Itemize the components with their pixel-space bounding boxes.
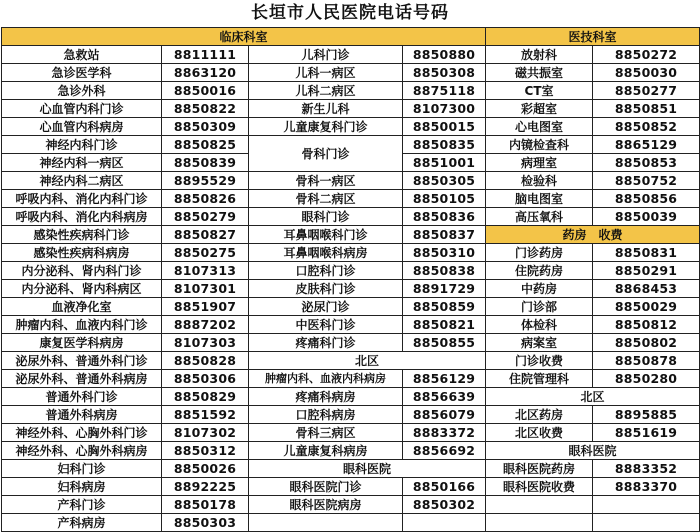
dept-name: 中医科门诊: [249, 316, 403, 334]
phone-number: 8850855: [403, 334, 486, 352]
dept-name: 心血管内科门诊: [2, 100, 162, 118]
phone-directory-table: [1, 27, 700, 532]
dept-name: 骨科二病区: [249, 190, 403, 208]
section-header-medtech: 医技科室: [486, 28, 700, 46]
dept-name: 呼吸内科、消化内科门诊: [2, 190, 162, 208]
dept-name: 内分泌科、肾内科病区: [2, 280, 162, 298]
dept-name: 急诊医学科: [2, 64, 162, 82]
phone-number: 8850852: [593, 118, 700, 136]
phone-number: 8883370: [593, 478, 700, 496]
dept-name: 口腔科门诊: [249, 262, 403, 280]
phone-number: 8850828: [162, 352, 249, 370]
dept-name: 疼痛科病房: [249, 388, 403, 406]
dept-name: 北区药房: [486, 406, 593, 424]
phone-number: 8850812: [593, 316, 700, 334]
table-row: [2, 442, 700, 460]
dept-name: 神经外科、心胸外科病房: [2, 442, 162, 460]
dept-name: 产科门诊: [2, 496, 162, 514]
phone-number: 8850831: [593, 244, 700, 262]
phone-number: 8850030: [593, 64, 700, 82]
dept-name: 感染性疾病科门诊: [2, 226, 162, 244]
dept-name: 神经内科二病区: [2, 172, 162, 190]
table-row: [2, 136, 700, 154]
dept-name: 骨科一病区: [249, 172, 403, 190]
section-header-eye-hospital: 眼科医院: [249, 460, 486, 478]
dept-name: 儿科二病区: [249, 82, 403, 100]
table-row: [2, 406, 700, 424]
dept-name: 门诊收费: [486, 352, 593, 370]
phone-number: 8891729: [403, 280, 486, 298]
dept-name: 泌尿外科、普通外科病房: [2, 370, 162, 388]
empty-cell: [486, 496, 593, 514]
dept-name: 口腔科病房: [249, 406, 403, 424]
phone-number: 8850026: [162, 460, 249, 478]
phone-number: 8865129: [593, 136, 700, 154]
table-row: [2, 460, 700, 478]
table-row: [2, 388, 700, 406]
dept-name: 耳鼻咽喉科病房: [249, 244, 403, 262]
table-row: [2, 424, 700, 442]
table-row: [2, 28, 700, 46]
table-row: [2, 46, 700, 64]
phone-number: 8868453: [593, 280, 700, 298]
phone-number: 8850275: [162, 244, 249, 262]
table-row: [2, 190, 700, 208]
phone-number: 8850853: [593, 154, 700, 172]
table-row: [2, 352, 700, 370]
table-row: [2, 226, 700, 244]
phone-number: 8107300: [403, 100, 486, 118]
dept-name: 儿科一病区: [249, 64, 403, 82]
dept-name: 疼痛科门诊: [249, 334, 403, 352]
phone-number: 8850310: [403, 244, 486, 262]
phone-number: 8850802: [593, 334, 700, 352]
dept-name: 心电图室: [486, 118, 593, 136]
phone-number: 8850838: [403, 262, 486, 280]
table-row: [2, 172, 700, 190]
dept-name: 骨科门诊: [249, 136, 403, 172]
table-row: [2, 82, 700, 100]
dept-name: 体检科: [486, 316, 593, 334]
phone-number: 8851619: [593, 424, 700, 442]
dept-name: 眼科医院病房: [249, 496, 403, 514]
dept-name: 门诊药房: [486, 244, 593, 262]
dept-name: 磁共振室: [486, 64, 593, 82]
dept-name: 泌尿门诊: [249, 298, 403, 316]
dept-name: 神经内科一病区: [2, 154, 162, 172]
dept-name: 肿瘤内科、血液内科病房: [249, 370, 403, 388]
phone-number: 8850821: [403, 316, 486, 334]
dept-name: 彩超室: [486, 100, 593, 118]
phone-number: 8850039: [593, 208, 700, 226]
phone-number: 8875118: [403, 82, 486, 100]
dept-name: 北区收费: [486, 424, 593, 442]
dept-name: 妇科病房: [2, 478, 162, 496]
phone-number: 8850826: [162, 190, 249, 208]
dept-name: 普通外科门诊: [2, 388, 162, 406]
phone-number: 8863120: [162, 64, 249, 82]
phone-number: 8850752: [593, 172, 700, 190]
dept-name: 放射科: [486, 46, 593, 64]
dept-name: 病案室: [486, 334, 593, 352]
dept-name: 急诊外科: [2, 82, 162, 100]
section-header-clinical: 临床科室: [2, 28, 486, 46]
empty-cell: [249, 514, 403, 532]
dept-name: 眼科医院药房: [486, 460, 593, 478]
table-row: [2, 478, 700, 496]
dept-name: 耳鼻咽喉科门诊: [249, 226, 403, 244]
dept-name: 住院药房: [486, 262, 593, 280]
table-row: [2, 298, 700, 316]
dept-name: 眼科医院门诊: [249, 478, 403, 496]
table-row: [2, 244, 700, 262]
phone-number: 8850306: [162, 370, 249, 388]
dept-name: 感染性疾病科病房: [2, 244, 162, 262]
table-row: [2, 118, 700, 136]
empty-cell: [403, 514, 486, 532]
dept-name: 内分泌科、肾内科门诊: [2, 262, 162, 280]
dept-name: 儿童康复科病房: [249, 442, 403, 460]
dept-name: 儿科门诊: [249, 46, 403, 64]
dept-name: 病理室: [486, 154, 593, 172]
phone-number: 8107301: [162, 280, 249, 298]
phone-number: 8850302: [403, 496, 486, 514]
dept-name: 门诊部: [486, 298, 593, 316]
phone-number: 8887202: [162, 316, 249, 334]
dept-name: 妇科门诊: [2, 460, 162, 478]
phone-number: 8107313: [162, 262, 249, 280]
phone-number: 8850835: [403, 136, 486, 154]
phone-number: 8856079: [403, 406, 486, 424]
table-row: [2, 262, 700, 280]
table-row: [2, 316, 700, 334]
dept-name: 神经外科、心胸外科门诊: [2, 424, 162, 442]
table-row: [2, 514, 700, 532]
dept-name: 泌尿外科、普通外科门诊: [2, 352, 162, 370]
phone-number: 8850277: [593, 82, 700, 100]
dept-name: 血液净化室: [2, 298, 162, 316]
dept-name: 检验科: [486, 172, 593, 190]
table-row: [2, 64, 700, 82]
dept-name: 内镜检查科: [486, 136, 593, 154]
phone-number: 8850859: [403, 298, 486, 316]
dept-name: 儿童康复科门诊: [249, 118, 403, 136]
dept-name: 心血管内科病房: [2, 118, 162, 136]
phone-number: 8883372: [403, 424, 486, 442]
dept-name: 眼科门诊: [249, 208, 403, 226]
dept-name: 皮肤科门诊: [249, 280, 403, 298]
phone-number: 8107303: [162, 334, 249, 352]
phone-number: 8850851: [593, 100, 700, 118]
dept-name: 产科病房: [2, 514, 162, 532]
phone-number: 8883352: [593, 460, 700, 478]
section-header-north-district: 北区: [249, 352, 486, 370]
phone-number: 8850291: [593, 262, 700, 280]
dept-name: CT室: [486, 82, 593, 100]
dept-name: 眼科医院收费: [486, 478, 593, 496]
phone-number: 8850856: [593, 190, 700, 208]
page-title: 长垣市人民医院电话号码: [251, 3, 449, 23]
dept-name: 高压氧科: [486, 208, 593, 226]
phone-number: 8850166: [403, 478, 486, 496]
section-header-pharmacy: 药房 收费: [486, 226, 700, 244]
phone-number: 8850015: [403, 118, 486, 136]
phone-number: 8850825: [162, 136, 249, 154]
phone-number: 8811111: [162, 46, 249, 64]
phone-number: 8892225: [162, 478, 249, 496]
phone-number: 8850827: [162, 226, 249, 244]
dept-name: 住院管理科: [486, 370, 593, 388]
phone-number: 8850272: [593, 46, 700, 64]
phone-number: 8850878: [593, 352, 700, 370]
table-row: [2, 334, 700, 352]
phone-number: 8856692: [403, 442, 486, 460]
table-row: [2, 370, 700, 388]
phone-number: 8851907: [162, 298, 249, 316]
dept-name: 普通外科病房: [2, 406, 162, 424]
phone-number: 8851001: [403, 154, 486, 172]
phone-number: 8850309: [162, 118, 249, 136]
phone-number: 8850308: [403, 64, 486, 82]
phone-number: 8895885: [593, 406, 700, 424]
dept-name: 新生儿科: [249, 100, 403, 118]
phone-number: 8850280: [593, 370, 700, 388]
dept-name: 肿瘤内科、血液内科门诊: [2, 316, 162, 334]
phone-number: 8856639: [403, 388, 486, 406]
phone-number: 8850836: [403, 208, 486, 226]
phone-number: 8850839: [162, 154, 249, 172]
dept-name: 神经内科门诊: [2, 136, 162, 154]
phone-number: 8850178: [162, 496, 249, 514]
table-row: [2, 496, 700, 514]
phone-number: 8850279: [162, 208, 249, 226]
phone-number: 8850105: [403, 190, 486, 208]
empty-cell: [593, 496, 700, 514]
phone-number: 8850837: [403, 226, 486, 244]
phone-number: 8895529: [162, 172, 249, 190]
phone-number: 8850829: [162, 388, 249, 406]
phone-number: 8856129: [403, 370, 486, 388]
dept-name: 脑电图室: [486, 190, 593, 208]
phone-number: 8850822: [162, 100, 249, 118]
dept-name: 骨科三病区: [249, 424, 403, 442]
section-header-north-district: 北区: [486, 388, 700, 406]
dept-name: 呼吸内科、消化内科病房: [2, 208, 162, 226]
dept-name: 急救站: [2, 46, 162, 64]
dept-name: 中药房: [486, 280, 593, 298]
phone-number: 8850016: [162, 82, 249, 100]
empty-cell: [486, 514, 593, 532]
phone-number: 8850303: [162, 514, 249, 532]
phone-number: 8850305: [403, 172, 486, 190]
table-row: [2, 208, 700, 226]
phone-number: 8107302: [162, 424, 249, 442]
section-header-eye-hospital: 眼科医院: [486, 442, 700, 460]
dept-name: 康复医学科病房: [2, 334, 162, 352]
table-row: [2, 100, 700, 118]
table-row: [2, 280, 700, 298]
phone-number: 8850029: [593, 298, 700, 316]
empty-cell: [593, 514, 700, 532]
phone-number: 8851592: [162, 406, 249, 424]
phone-number: 8850880: [403, 46, 486, 64]
phone-number: 8850312: [162, 442, 249, 460]
